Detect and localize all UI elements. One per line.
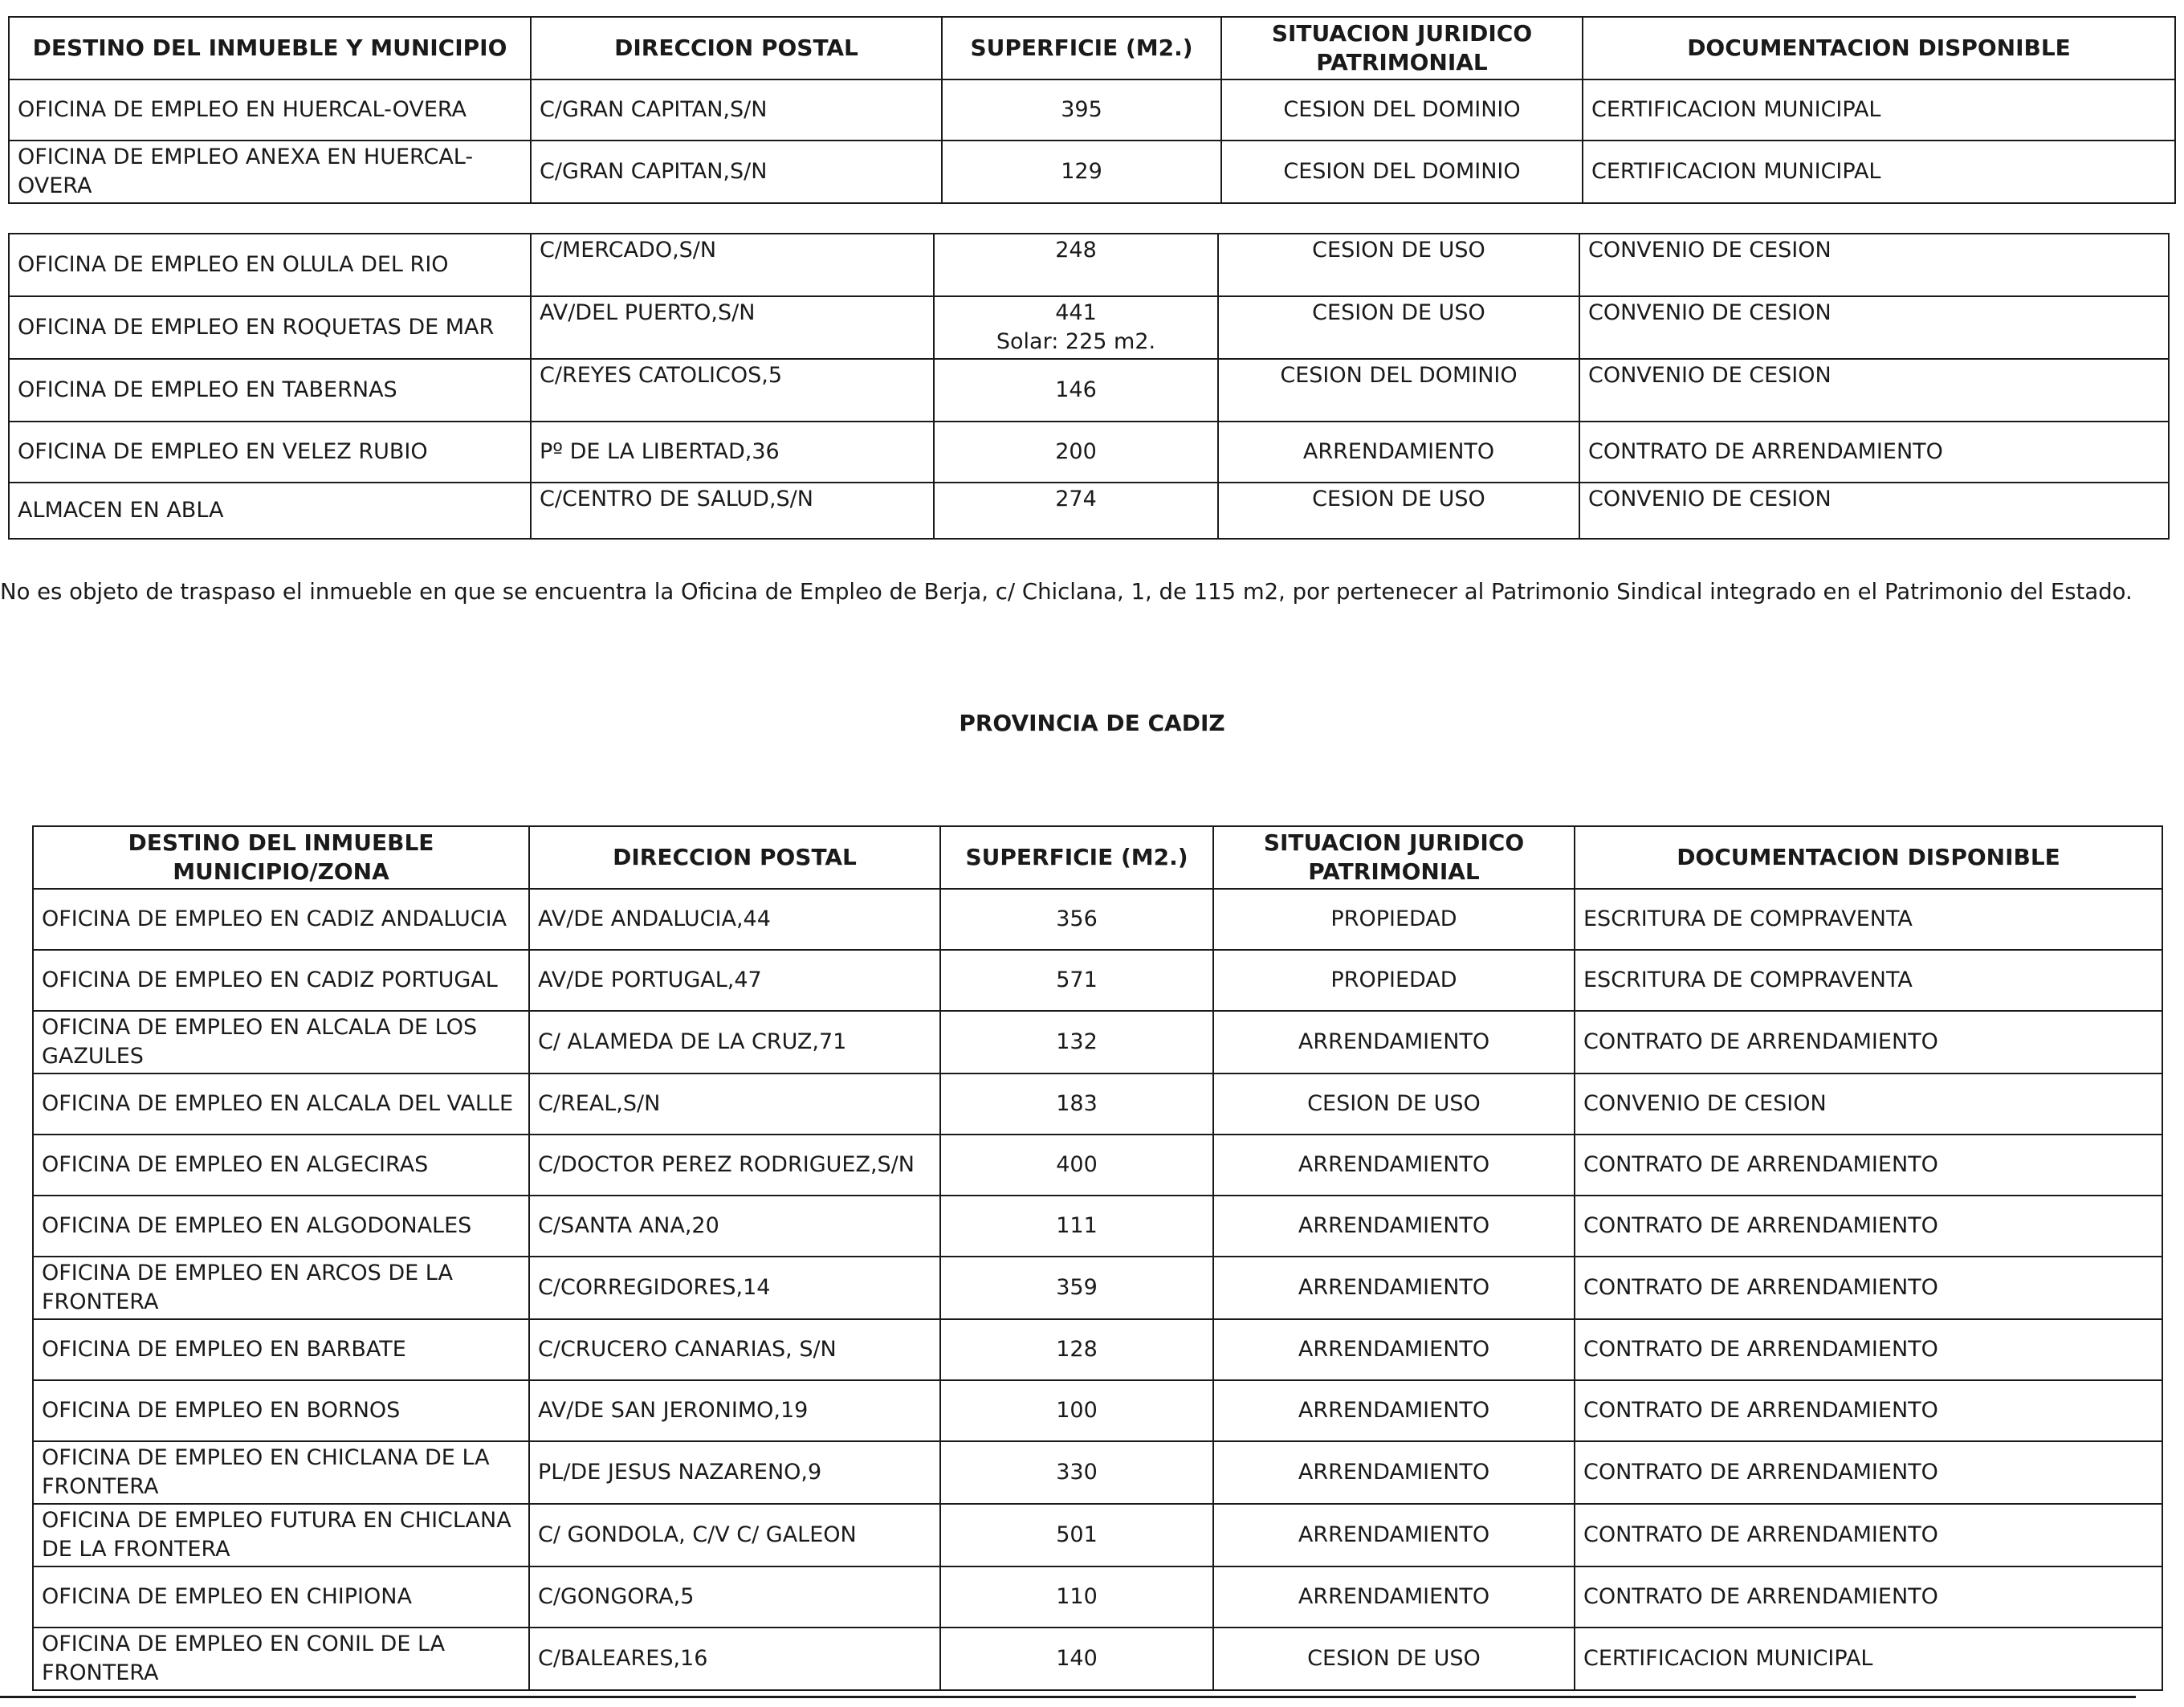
cell-situacion: ARRENDAMIENTO	[1213, 1257, 1575, 1319]
table-row	[9, 79, 2175, 141]
cell-direccion: C/CENTRO DE SALUD,S/N	[531, 483, 934, 539]
cell-direccion: Pº DE LA LIBERTAD,36	[531, 422, 934, 483]
cell-documentacion: CONTRATO DE ARRENDAMIENTO	[1579, 422, 2169, 483]
cell-direccion: AV/DE SAN JERONIMO,19	[529, 1380, 940, 1441]
cell-documentacion: CONVENIO DE CESION	[1575, 1073, 2162, 1135]
cell-destino: OFICINA DE EMPLEO ANEXA EN HUERCAL-OVERA	[9, 141, 531, 203]
cell-destino: ALMACEN EN ABLA	[9, 483, 531, 539]
cell-documentacion: ESCRITURA DE COMPRAVENTA	[1575, 950, 2162, 1011]
cell-documentacion: CERTIFICACION MUNICIPAL	[1575, 1628, 2162, 1690]
cell-documentacion: CONTRATO DE ARRENDAMIENTO	[1575, 1196, 2162, 1257]
header-documentacion: DOCUMENTACION DISPONIBLE	[1575, 826, 2162, 889]
cell-destino: OFICINA DE EMPLEO EN ARCOS DE LA FRONTERA	[33, 1257, 529, 1319]
cell-documentacion: CONTRATO DE ARRENDAMIENTO	[1575, 1566, 2162, 1628]
cell-direccion: C/GONGORA,5	[529, 1566, 940, 1628]
cell-superficie: 248	[934, 234, 1218, 296]
cell-documentacion: ESCRITURA DE COMPRAVENTA	[1575, 889, 2162, 950]
cell-direccion: C/MERCADO,S/N	[531, 234, 934, 296]
cell-superficie: 571	[940, 950, 1213, 1011]
cell-superficie: 183	[940, 1073, 1213, 1135]
cell-documentacion: CONTRATO DE ARRENDAMIENTO	[1575, 1504, 2162, 1566]
cell-situacion: CESION DE USO	[1213, 1628, 1575, 1690]
cell-destino: OFICINA DE EMPLEO EN ROQUETAS DE MAR	[9, 296, 531, 359]
cell-direccion: C/SANTA ANA,20	[529, 1196, 940, 1257]
cell-direccion: C/BALEARES,16	[529, 1628, 940, 1690]
table-row	[33, 1380, 2162, 1441]
cell-situacion: CESION DE USO	[1218, 296, 1579, 359]
cell-superficie: 111	[940, 1196, 1213, 1257]
cell-direccion: C/ ALAMEDA DE LA CRUZ,71	[529, 1011, 940, 1073]
cell-documentacion: CONVENIO DE CESION	[1579, 359, 2169, 422]
cell-destino: OFICINA DE EMPLEO EN OLULA DEL RIO	[9, 234, 531, 296]
cell-situacion: CESION DEL DOMINIO	[1221, 79, 1583, 141]
cell-destino: OFICINA DE EMPLEO EN ALCALA DE LOS GAZULES	[33, 1011, 529, 1073]
berja-note: No es objeto de traspaso el inmueble en que se encuentra la Oficina de Empleo de Berja, c/ Chiclana, 1, de 115 m2, por pertenecer al Patrimonio Sindical integrado en el Patrimonio del Estado.	[0, 579, 2133, 605]
table-header-row	[9, 17, 2175, 79]
cell-situacion: ARRENDAMIENTO	[1213, 1196, 1575, 1257]
cell-superficie: 132	[940, 1011, 1213, 1073]
header-documentacion: DOCUMENTACION DISPONIBLE	[1583, 17, 2175, 79]
superficie-value: 441	[1055, 300, 1097, 325]
cell-superficie: 330	[940, 1441, 1213, 1504]
cell-situacion: ARRENDAMIENTO	[1218, 422, 1579, 483]
table-row	[33, 1628, 2162, 1690]
table-row	[33, 1073, 2162, 1135]
table-header-row	[33, 826, 2162, 889]
header-situacion: SITUACION JURIDICO PATRIMONIAL	[1221, 17, 1583, 79]
cell-superficie: 100	[940, 1380, 1213, 1441]
cell-direccion: AV/DE PORTUGAL,47	[529, 950, 940, 1011]
cell-superficie: 356	[940, 889, 1213, 950]
header-superficie: SUPERFICIE (M2.)	[940, 826, 1213, 889]
cell-situacion: CESION DE USO	[1213, 1073, 1575, 1135]
cell-situacion: ARRENDAMIENTO	[1213, 1441, 1575, 1504]
cell-destino: OFICINA DE EMPLEO EN CADIZ PORTUGAL	[33, 950, 529, 1011]
cell-documentacion: CONTRATO DE ARRENDAMIENTO	[1575, 1319, 2162, 1380]
cell-direccion: PL/DE JESUS NAZARENO,9	[529, 1441, 940, 1504]
header-situacion: SITUACION JURIDICO PATRIMONIAL	[1213, 826, 1575, 889]
bottom-rule	[0, 1696, 2136, 1698]
cell-destino: OFICINA DE EMPLEO FUTURA EN CHICLANA DE LA FRONTERA	[33, 1504, 529, 1566]
cell-situacion: ARRENDAMIENTO	[1213, 1011, 1575, 1073]
cell-situacion: PROPIEDAD	[1213, 889, 1575, 950]
cell-destino: OFICINA DE EMPLEO EN ALCALA DEL VALLE	[33, 1073, 529, 1135]
cell-direccion: AV/DE ANDALUCIA,44	[529, 889, 940, 950]
table-row	[33, 1319, 2162, 1380]
cell-destino: OFICINA DE EMPLEO EN CHICLANA DE LA FRONTERA	[33, 1441, 529, 1504]
cell-superficie: 128	[940, 1319, 1213, 1380]
cell-documentacion: CONVENIO DE CESION	[1579, 234, 2169, 296]
cadiz-table	[32, 825, 2163, 1691]
cell-situacion: PROPIEDAD	[1213, 950, 1575, 1011]
cell-superficie: 200	[934, 422, 1218, 483]
table-row	[9, 296, 2169, 359]
cell-superficie: 110	[940, 1566, 1213, 1628]
table-row	[33, 889, 2162, 950]
almeria-table-top	[8, 16, 2176, 204]
cell-documentacion: CONTRATO DE ARRENDAMIENTO	[1575, 1380, 2162, 1441]
table-row	[33, 1011, 2162, 1073]
table-row	[9, 359, 2169, 422]
cell-situacion: ARRENDAMIENTO	[1213, 1504, 1575, 1566]
cell-documentacion: CERTIFICACION MUNICIPAL	[1583, 141, 2175, 203]
cell-destino: OFICINA DE EMPLEO EN CHIPIONA	[33, 1566, 529, 1628]
cell-destino: OFICINA DE EMPLEO EN VELEZ RUBIO	[9, 422, 531, 483]
cell-documentacion: CONVENIO DE CESION	[1579, 483, 2169, 539]
cell-destino: OFICINA DE EMPLEO EN HUERCAL-OVERA	[9, 79, 531, 141]
header-direccion: DIRECCION POSTAL	[531, 17, 942, 79]
table-row	[33, 1257, 2162, 1319]
solar-note: Solar: 225 m2.	[996, 329, 1156, 354]
table-row	[9, 422, 2169, 483]
cell-direccion: C/CORREGIDORES,14	[529, 1257, 940, 1319]
cell-documentacion: CONTRATO DE ARRENDAMIENTO	[1575, 1441, 2162, 1504]
cell-destino: OFICINA DE EMPLEO EN CADIZ ANDALUCIA	[33, 889, 529, 950]
cell-situacion: CESION DEL DOMINIO	[1221, 141, 1583, 203]
cell-superficie: 129	[942, 141, 1221, 203]
cell-documentacion: CERTIFICACION MUNICIPAL	[1583, 79, 2175, 141]
cell-situacion: ARRENDAMIENTO	[1213, 1566, 1575, 1628]
cell-documentacion: CONVENIO DE CESION	[1579, 296, 2169, 359]
cell-superficie: 400	[940, 1135, 1213, 1196]
table-row	[33, 1135, 2162, 1196]
cell-situacion: ARRENDAMIENTO	[1213, 1135, 1575, 1196]
table-row	[33, 1566, 2162, 1628]
cell-superficie: 501	[940, 1504, 1213, 1566]
cell-destino: OFICINA DE EMPLEO EN TABERNAS	[9, 359, 531, 422]
cell-direccion: C/DOCTOR PEREZ RODRIGUEZ,S/N	[529, 1135, 940, 1196]
cell-destino: OFICINA DE EMPLEO EN ALGECIRAS	[33, 1135, 529, 1196]
table-row	[33, 1441, 2162, 1504]
cell-superficie: 359	[940, 1257, 1213, 1319]
cell-direccion: AV/DEL PUERTO,S/N	[531, 296, 934, 359]
cell-direccion: C/REAL,S/N	[529, 1073, 940, 1135]
cell-documentacion: CONTRATO DE ARRENDAMIENTO	[1575, 1135, 2162, 1196]
cell-situacion: CESION DE USO	[1218, 483, 1579, 539]
province-heading: PROVINCIA DE CADIZ	[959, 710, 1225, 736]
cell-direccion: C/ GONDOLA, C/V C/ GALEON	[529, 1504, 940, 1566]
cell-superficie	[934, 296, 1218, 359]
cell-destino: OFICINA DE EMPLEO EN BARBATE	[33, 1319, 529, 1380]
table-row	[9, 141, 2175, 203]
cell-situacion: ARRENDAMIENTO	[1213, 1380, 1575, 1441]
cell-destino: OFICINA DE EMPLEO EN BORNOS	[33, 1380, 529, 1441]
cell-direccion: C/GRAN CAPITAN,S/N	[531, 79, 942, 141]
cell-situacion: CESION DE USO	[1218, 234, 1579, 296]
cell-superficie: 146	[934, 359, 1218, 422]
header-destino: DESTINO DEL INMUEBLE Y MUNICIPIO	[9, 17, 531, 79]
almeria-table-bottom	[8, 233, 2170, 540]
cell-direccion: C/GRAN CAPITAN,S/N	[531, 141, 942, 203]
cell-documentacion: CONTRATO DE ARRENDAMIENTO	[1575, 1011, 2162, 1073]
table-row	[33, 1504, 2162, 1566]
cell-destino: OFICINA DE EMPLEO EN ALGODONALES	[33, 1196, 529, 1257]
cell-superficie: 274	[934, 483, 1218, 539]
table-row	[33, 950, 2162, 1011]
cell-direccion: C/REYES CATOLICOS,5	[531, 359, 934, 422]
table-row	[9, 483, 2169, 539]
cell-documentacion: CONTRATO DE ARRENDAMIENTO	[1575, 1257, 2162, 1319]
cell-direccion: C/CRUCERO CANARIAS, S/N	[529, 1319, 940, 1380]
cell-situacion: ARRENDAMIENTO	[1213, 1319, 1575, 1380]
table-row	[9, 234, 2169, 296]
header-destino: DESTINO DEL INMUEBLE MUNICIPIO/ZONA	[33, 826, 529, 889]
cell-destino: OFICINA DE EMPLEO EN CONIL DE LA FRONTERA	[33, 1628, 529, 1690]
header-superficie: SUPERFICIE (M2.)	[942, 17, 1221, 79]
header-direccion: DIRECCION POSTAL	[529, 826, 940, 889]
cell-superficie: 395	[942, 79, 1221, 141]
cell-situacion: CESION DEL DOMINIO	[1218, 359, 1579, 422]
table-row	[33, 1196, 2162, 1257]
cell-superficie: 140	[940, 1628, 1213, 1690]
